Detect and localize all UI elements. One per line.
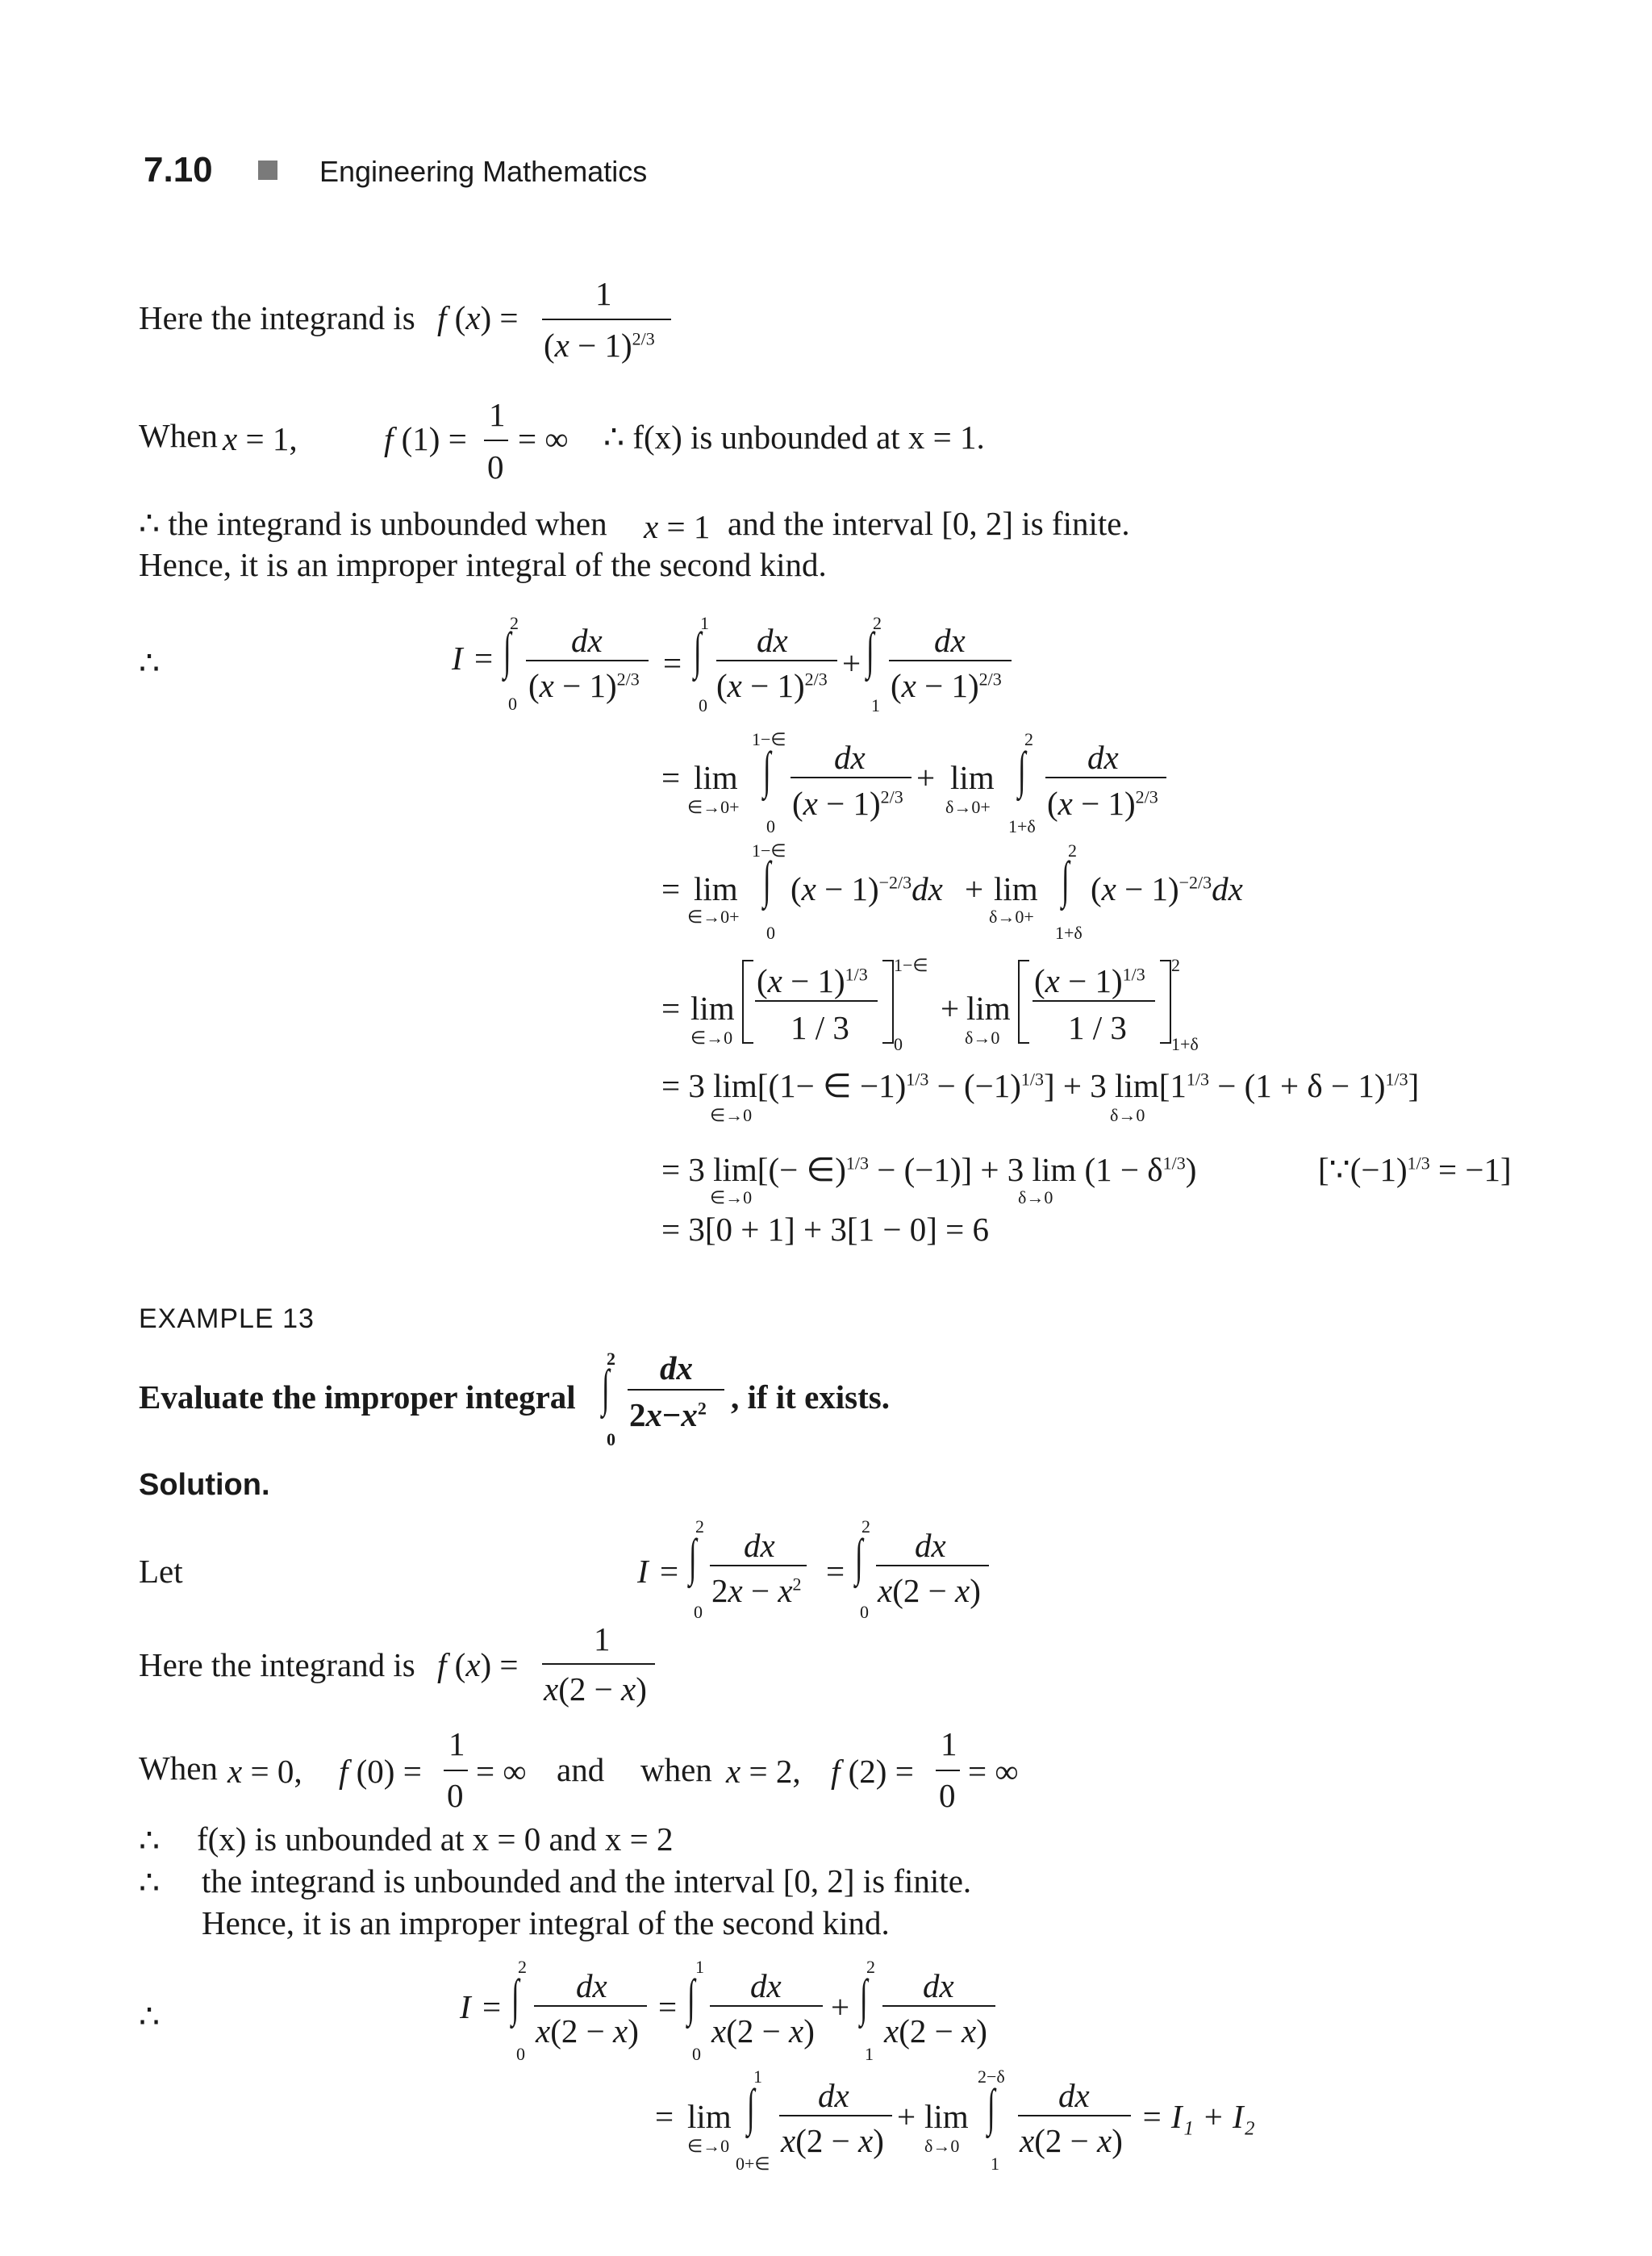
denominator: x(2 − x) <box>711 2012 815 2050</box>
numerator-dx: dx <box>571 622 603 659</box>
integral-sign: ∫ <box>687 1969 695 2026</box>
limit-lower: 0 <box>766 923 775 943</box>
limit-upper: 2−δ <box>978 2066 1005 2087</box>
limit-lower: 0+∈ <box>736 2154 770 2174</box>
x-equals-2: x = 2, <box>726 1753 801 1790</box>
integrand-power: $(x - 1)^{-2/3}dx$ <box>791 870 943 907</box>
limit-upper: 2 <box>1068 840 1077 861</box>
lim: lim <box>694 870 738 907</box>
equals-infinity: = ∞ <box>476 1753 527 1790</box>
integral-sign: ∫ <box>747 2079 755 2136</box>
lim-subscript: δ→0 <box>965 1028 1000 1048</box>
equals: = <box>661 759 681 796</box>
x-equals-0: x = 0, <box>227 1753 302 1790</box>
limit-lower: 1+δ <box>1171 1034 1199 1054</box>
when-label: When <box>139 417 218 454</box>
lim-subscript: δ→0 <box>1018 1187 1053 1207</box>
plus: + <box>916 759 936 796</box>
therefore-symbol: ∴ <box>139 1864 161 1901</box>
f2-numerator: 1 <box>941 1725 957 1762</box>
integrand-statement: Here the integrand is <box>139 1646 415 1683</box>
lim-subscript: ∈→0 <box>687 2136 730 2156</box>
integral-sign: ∫ <box>987 2079 995 2136</box>
I-symbol: I <box>460 1988 471 2025</box>
numerator-dx: dx <box>750 1967 782 2004</box>
final-result: = 3[0 + 1] + 3[1 − 0] = 6 <box>661 1211 989 1248</box>
plus: + <box>965 870 984 907</box>
therefore-symbol: ∴ <box>139 1822 161 1859</box>
x-equals-1: x = 1, <box>223 420 298 457</box>
integral-sign: ∫ <box>855 1528 863 1586</box>
fraction-bar <box>791 777 912 778</box>
therefore-symbol: ∴ <box>139 644 161 682</box>
integral-sign: ∫ <box>763 741 771 799</box>
fx-definition: f (x) = <box>437 1646 519 1683</box>
integral-sign: ∫ <box>866 622 874 679</box>
fraction-bar <box>444 1770 468 1771</box>
lim-subscript: ∈→0 <box>710 1105 753 1125</box>
numerator-dx: dx <box>576 1967 607 2004</box>
lim-subscript: ∈→0+ <box>687 797 740 817</box>
equals: = <box>661 990 681 1027</box>
let-label: Let <box>139 1553 183 1590</box>
expression-row-5: = 3 lim[(1− ∈ $-1)^{1/3} - (-1)^{1/3}] + 3$ $\lim[1^{1/3} - (1 + \delta - 1)^{1/3}]$ <box>661 1067 1420 1104</box>
f0-expression: f (0) = <box>339 1753 422 1790</box>
denominator: x(2 − x) <box>781 2122 884 2159</box>
equals: = <box>663 644 682 682</box>
lim-subscript: δ→0 <box>1110 1105 1145 1125</box>
bracket-right <box>1160 960 1171 1044</box>
fraction-bar <box>1018 2115 1131 2116</box>
fraction-bar <box>542 319 671 320</box>
line-interval: the integrand is unbounded and the interval [0, 2] is finite. <box>202 1862 972 1899</box>
numerator-dx: dx <box>818 2077 849 2114</box>
frac-numerator: 1 <box>595 275 612 312</box>
page-number: 7.10 <box>144 150 213 190</box>
limit-lower: 0 <box>894 1034 903 1054</box>
equals: = <box>474 640 494 677</box>
lim-subscript: δ→0+ <box>989 907 1034 927</box>
limit-lower: 0 <box>516 2044 525 2064</box>
limit-upper: 2 <box>510 613 519 633</box>
denominator: $(x - 1)^{2/3}$ <box>891 667 1002 704</box>
limit-lower: 0 <box>607 1429 615 1449</box>
limit-lower: 1+δ <box>1008 816 1036 836</box>
numerator-dx: dx <box>744 1527 775 1564</box>
fraction-bar <box>628 1389 724 1391</box>
denominator: x(2 − x) <box>878 1572 981 1609</box>
lim: lim <box>924 2098 969 2135</box>
bracket-right <box>882 960 894 1044</box>
denominator: $(x - 1)^{2/3}$ <box>716 667 828 704</box>
integral-sign: ∫ <box>763 851 771 908</box>
equals: = <box>661 870 681 907</box>
integral-sign: ∫ <box>511 1969 519 2026</box>
lim-subscript: ∈→0 <box>690 1028 733 1048</box>
f2-expression: f (2) = <box>831 1753 914 1790</box>
conclusion-line-1: ∴ the integrand is unbounded when <box>139 505 607 542</box>
denominator: x(2 − x) <box>884 2012 987 2050</box>
bracket-denominator: 1 / 3 <box>791 1009 849 1046</box>
solution-label: Solution. <box>139 1468 270 1502</box>
line-unbounded: f(x) is unbounded at x = 0 and x = 2 <box>197 1820 674 1858</box>
equals: = <box>482 1988 502 2025</box>
limit-lower: 1 <box>865 2044 874 2064</box>
and-label: and <box>557 1751 605 1788</box>
denominator: $(x - 1)^{2/3}$ <box>528 667 640 704</box>
integral-sign: ∫ <box>1062 851 1070 908</box>
lim: lim <box>687 2098 732 2135</box>
line-kind: Hence, it is an improper integral of the second kind. <box>202 1904 890 1941</box>
plus: + <box>831 1988 850 2025</box>
expression-row-6: = 3 lim[(− ∈)$^{1/3}$ − (−1)] + 3 $\lim (1 - \delta^{1/3})$ <box>661 1151 1197 1188</box>
equals-infinity: = ∞ <box>968 1753 1019 1790</box>
frac-denominator: x(2 − x) <box>544 1670 647 1708</box>
limit-lower: 1 <box>991 2154 999 2174</box>
denominator: $2x-x^2$ <box>629 1396 707 1433</box>
conclusion-line-1b: and the interval [0, 2] is finite. <box>728 505 1130 542</box>
equals: = <box>655 2098 674 2135</box>
numerator-dx: dx <box>1058 2077 1090 2114</box>
bracket-numerator: $(x - 1)^{1/3}$ <box>1034 962 1145 999</box>
lim-subscript: δ→0+ <box>945 797 991 817</box>
limit-upper: 1−∈ <box>752 840 786 861</box>
fraction-bar <box>889 660 1012 661</box>
lim-subscript: ∈→0 <box>710 1187 753 1207</box>
limit-upper: 2 <box>1171 955 1180 975</box>
bracket-left <box>1018 960 1029 1044</box>
book-title: Engineering Mathematics <box>319 155 648 188</box>
equals: = <box>658 1988 678 2025</box>
equals: = <box>660 1553 679 1590</box>
integral-sign: ∫ <box>602 1359 610 1416</box>
fraction-bar <box>534 2005 647 2007</box>
plus: + <box>941 990 960 1027</box>
integrand-power: $(x - 1)^{-2/3}dx$ <box>1091 870 1243 907</box>
limit-upper: 1 <box>753 2066 762 2087</box>
denominator: $(x - 1)^{2/3}$ <box>792 785 903 822</box>
limit-lower: 1 <box>871 695 880 715</box>
denominator: x(2 − x) <box>536 2012 639 2050</box>
integral-sign: ∫ <box>694 622 702 679</box>
f0-numerator: 1 <box>448 1725 465 1762</box>
lim: lim <box>966 990 1011 1027</box>
numerator-dx: dx <box>1087 739 1119 776</box>
fraction-bar <box>526 660 649 661</box>
limit-upper: 2 <box>695 1516 704 1537</box>
limit-lower: 0 <box>766 816 775 836</box>
integral-sign: ∫ <box>689 1528 697 1586</box>
example-heading: EXAMPLE 13 <box>139 1303 315 1334</box>
limit-lower: 0 <box>860 1602 869 1622</box>
bracket-denominator: 1 / 3 <box>1068 1009 1127 1046</box>
I-symbol: I <box>637 1553 649 1590</box>
limit-lower: 0 <box>508 694 517 714</box>
fraction-bar <box>710 2005 823 2007</box>
lim: lim <box>694 759 738 796</box>
bracket-left <box>742 960 753 1044</box>
f1-denominator: 0 <box>487 448 504 486</box>
integral-sign: ∫ <box>860 1969 868 2026</box>
unbounded-statement: ∴ f(x) is unbounded at x = 1. <box>603 419 985 456</box>
lim: lim <box>950 759 995 796</box>
header-square-icon <box>258 161 277 180</box>
fraction-bar <box>755 1000 878 1002</box>
f0-denominator: 0 <box>447 1777 464 1814</box>
f1-expression: f (1) = <box>384 420 467 457</box>
denominator: $(x - 1)^{2/3}$ <box>1047 785 1158 822</box>
when2-label: when <box>640 1751 712 1788</box>
I-symbol: I <box>452 640 463 677</box>
limit-upper: 1−∈ <box>894 955 928 975</box>
numerator-dx: dx <box>660 1349 693 1387</box>
denominator: $2x - x^2$ <box>711 1572 802 1609</box>
lim-subscript: ∈→0+ <box>687 907 740 927</box>
example-statement-suffix: , if it exists. <box>731 1378 890 1416</box>
lim-subscript: δ→0 <box>924 2136 960 2156</box>
limit-upper: 2 <box>518 1957 527 1977</box>
fraction-bar <box>936 1770 960 1771</box>
fraction-bar <box>1045 777 1166 778</box>
limit-lower: 1+δ <box>1055 923 1083 943</box>
equals: = <box>826 1553 845 1590</box>
fraction-bar <box>1032 1000 1155 1002</box>
plus: + <box>842 644 861 682</box>
example-statement-prefix: Evaluate the improper integral <box>139 1378 576 1416</box>
plus: + <box>897 2098 916 2135</box>
f1-numerator: 1 <box>489 396 506 433</box>
limit-upper: 1−∈ <box>752 729 786 749</box>
frac-denominator: $(x - 1)^{2/3}$ <box>544 327 655 364</box>
equals-infinity: = ∞ <box>518 420 569 457</box>
bracket-numerator: $(x - 1)^{1/3}$ <box>757 962 868 999</box>
therefore-symbol: ∴ <box>139 1998 161 2035</box>
limit-upper: 2 <box>861 1516 870 1537</box>
numerator-dx: dx <box>934 622 966 659</box>
integral-sign: ∫ <box>1018 741 1026 799</box>
fraction-bar <box>716 660 837 661</box>
limit-lower: 0 <box>699 695 707 715</box>
integral-sign: ∫ <box>503 622 511 679</box>
limit-upper: 1 <box>700 613 709 633</box>
fraction-bar <box>484 440 508 441</box>
final-sum: = I₁ + I₂ <box>1141 2098 1255 2135</box>
fraction-bar <box>876 1565 989 1566</box>
numerator-dx: dx <box>757 622 788 659</box>
f2-denominator: 0 <box>939 1777 956 1814</box>
denominator: x(2 − x) <box>1020 2122 1123 2159</box>
conclusion-line-2: Hence, it is an improper integral of the second kind. <box>139 546 827 583</box>
x-equals-1-inline: x = 1 <box>644 508 711 545</box>
fx-definition: f (x) = <box>437 299 519 336</box>
limit-upper: 1 <box>695 1957 704 1977</box>
frac-numerator: 1 <box>594 1620 611 1658</box>
fraction-bar <box>882 2005 995 2007</box>
numerator-dx: dx <box>923 1967 954 2004</box>
lim: lim <box>690 990 735 1027</box>
side-note: $[\because(-1)^{1/3} = -1]$ <box>1318 1151 1512 1188</box>
limit-lower: 0 <box>694 1602 703 1622</box>
when-label: When <box>139 1749 218 1787</box>
numerator-dx: dx <box>834 739 866 776</box>
numerator-dx: dx <box>915 1527 946 1564</box>
limit-lower: 0 <box>692 2044 701 2064</box>
fraction-bar <box>710 1565 807 1566</box>
limit-upper: 2 <box>873 613 882 633</box>
fraction-bar <box>542 1663 655 1665</box>
limit-upper: 2 <box>866 1957 875 1977</box>
limit-upper: 2 <box>607 1349 615 1369</box>
lim: lim <box>994 870 1038 907</box>
limit-upper: 2 <box>1024 729 1033 749</box>
integrand-statement: Here the integrand is <box>139 299 415 336</box>
fraction-bar <box>779 2115 892 2116</box>
